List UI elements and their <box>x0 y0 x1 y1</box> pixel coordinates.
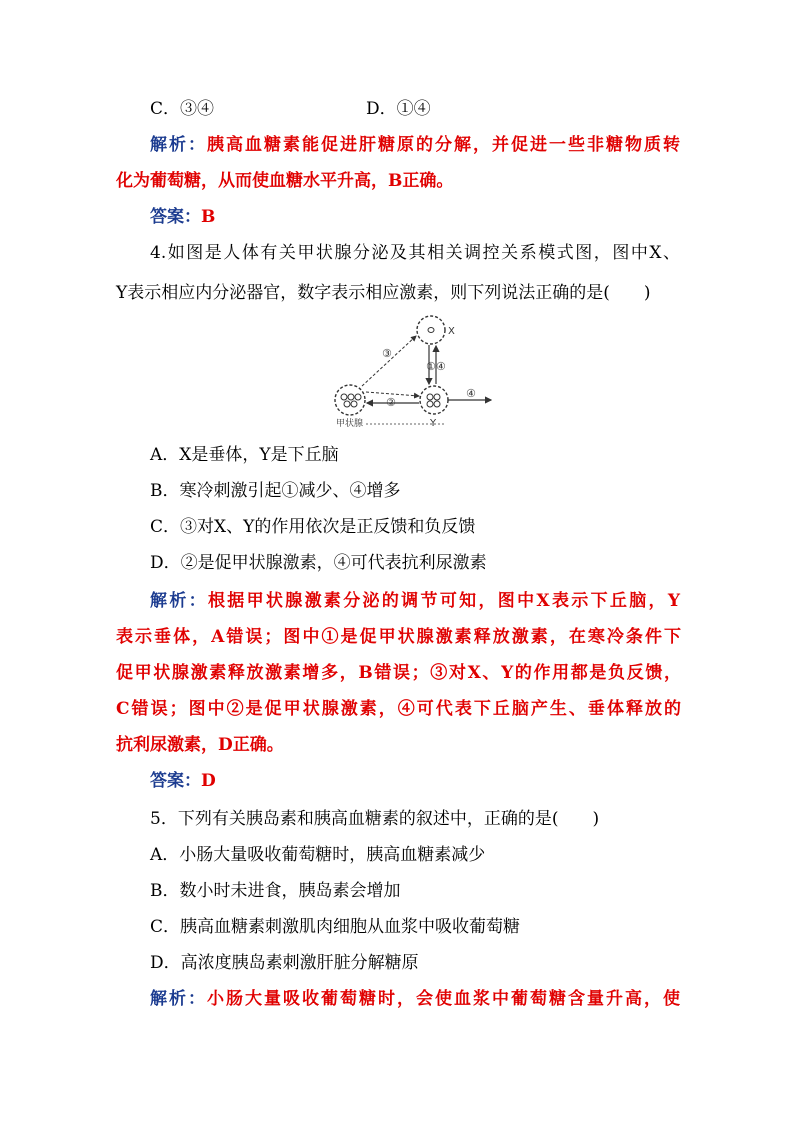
analysis-text: 胰高血糖素能促进肝糖原的分解，并促进一些非糖物质转 <box>207 135 680 155</box>
arrow-thyroid-to-x <box>362 336 416 386</box>
num-2: ② <box>386 396 396 409</box>
q4-analysis-line-1 <box>150 590 680 612</box>
q4-analysis-line-4: C错误；图中②是促甲状腺激素，④可代表下丘脑产生、垂体释放的 <box>116 699 681 719</box>
label-thyroid: 甲状腺 <box>336 419 364 429</box>
q4-option-b: B．寒冷刺激引起①减少、④增多 <box>150 481 401 501</box>
answer-label: 答案： <box>150 771 201 791</box>
label-y: Y <box>430 418 437 429</box>
q4-option-a: A．X是垂体，Y是下丘脑 <box>150 445 339 465</box>
q5-analysis-line-1 <box>150 988 680 1010</box>
analysis-text: 根据甲状腺激素分泌的调节可知，图中X表示下丘脑，Y <box>207 591 681 611</box>
analysis-label: 解析： <box>150 989 207 1009</box>
answer-value: B <box>201 207 216 227</box>
q3-option-d: D．①④ <box>366 99 431 119</box>
q5-option-b: B．数小时未进食，胰岛素会增加 <box>150 881 401 901</box>
q4-answer <box>150 770 216 792</box>
answer-label: 答案： <box>150 207 201 227</box>
num-3: ③ <box>382 347 392 360</box>
q4-stem-line-2: Y表示相应内分泌器官，数字表示相应激素，则下列说法正确的是( ) <box>116 283 651 303</box>
q4-analysis-line-5: 抗利尿激素，D正确。 <box>116 735 284 755</box>
q3-analysis-line-2: 化为葡萄糖，从而使血糖水平升高，B正确。 <box>116 171 454 191</box>
q3-analysis-line-1 <box>150 134 680 156</box>
q5-option-c: C．胰高血糖素刺激肌肉细胞从血浆中吸收葡萄糖 <box>150 917 521 937</box>
q5-stem: 5．下列有关胰岛素和胰高血糖素的叙述中，正确的是( ) <box>150 809 600 829</box>
q5-option-d: D．高浓度胰岛素刺激肝脏分解糖原 <box>150 953 419 973</box>
organ-x <box>417 316 445 344</box>
q3-option-c: C．③④ <box>150 99 215 119</box>
q5-option-a: A．小肠大量吸收葡萄糖时，胰高血糖素减少 <box>150 845 486 865</box>
q4-analysis-line-2: 表示垂体，A错误；图中①是促甲状腺激素释放激素，在寒冷条件下 <box>116 627 681 647</box>
q4-option-d: D．②是促甲状腺激素，④可代表抗利尿激素 <box>150 553 487 573</box>
analysis-label: 解析： <box>150 591 208 611</box>
organ-y <box>420 386 448 414</box>
num-4: ④ <box>466 387 476 400</box>
answer-value: D <box>201 771 216 791</box>
analysis-text: 小肠大量吸收葡萄糖时，会使血浆中葡萄糖含量升高，使 <box>207 989 680 1009</box>
num-1-4: ①④ <box>426 360 446 373</box>
q4-option-c: C．③对X、Y的作用依次是正反馈和负反馈 <box>150 517 476 537</box>
label-x: X <box>448 326 455 337</box>
q4-analysis-line-3: 促甲状腺激素释放激素增多，B错误；③对X、Y的作用都是负反馈， <box>116 663 681 683</box>
q4-stem-line-1: 4.如图是人体有关甲状腺分泌及其相关调控关系模式图，图中X、 <box>150 243 680 263</box>
thyroid-regulation-diagram <box>326 312 506 430</box>
analysis-label: 解析： <box>150 135 207 155</box>
q3-answer <box>150 206 215 228</box>
